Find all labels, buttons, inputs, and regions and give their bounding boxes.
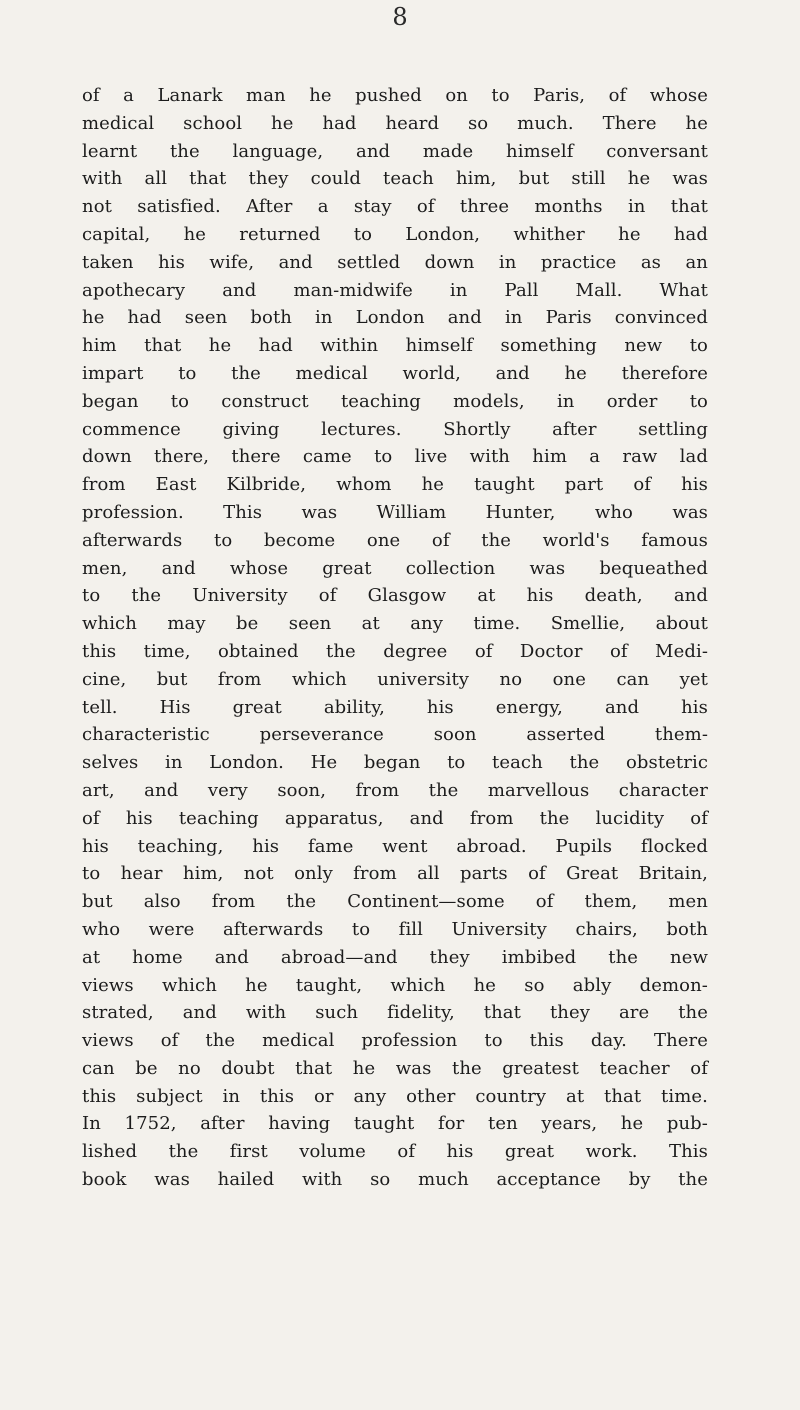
text-line: but also from the Continent—some of them, men — [82, 891, 708, 913]
text-line: capital, he returned to London, whither he had — [82, 223, 708, 245]
text-line: apothecary and man-midwife in Pall Mall. What — [82, 279, 708, 301]
text-line: can be no doubt that he was the greatest teacher of — [82, 1057, 708, 1079]
text-line: with all that they could teach him, but still he was — [82, 168, 708, 190]
text-line: views which he taught, which he so ably demon- — [82, 974, 708, 996]
text-line: of his teaching apparatus, and from the lucidity of — [82, 807, 708, 829]
text-line: from East Kilbride, whom he taught part of his — [82, 474, 708, 496]
body-text — [82, 82, 708, 1194]
text-line: began to construct teaching models, in order to — [82, 390, 708, 412]
text-line: which may be seen at any time. Smellie, about — [82, 613, 708, 635]
text-line: this time, obtained the degree of Doctor of Medi- — [82, 640, 708, 662]
text-line: who were afterwards to fill University chairs, both — [82, 918, 708, 940]
text-line: afterwards to become one of the world's famous — [82, 529, 708, 551]
text-line: medical school he had heard so much. There he — [82, 112, 708, 134]
text-line: lished the first volume of his great work. This — [82, 1141, 708, 1163]
text-line: taken his wife, and settled down in practice as an — [82, 251, 708, 273]
text-line: book was hailed with so much acceptance by the — [82, 1169, 708, 1191]
text-line: profession. This was William Hunter, who was — [82, 501, 708, 523]
text-line: views of the medical profession to this day. There — [82, 1030, 708, 1052]
text-line: cine, but from which university no one can yet — [82, 668, 708, 690]
text-line: strated, and with such fidelity, that they are the — [82, 1002, 708, 1024]
text-line: selves in London. He began to teach the obstetric — [82, 752, 708, 774]
text-line: men, and whose great collection was bequeathed — [82, 557, 708, 579]
text-line: In 1752, after having taught for ten years, he pub- — [82, 1113, 708, 1135]
text-line: art, and very soon, from the marvellous character — [82, 779, 708, 801]
text-line: to the University of Glasgow at his death, and — [82, 585, 708, 607]
text-line: him that he had within himself something new to — [82, 335, 708, 357]
text-line: impart to the medical world, and he therefore — [82, 362, 708, 384]
page-number: 8 — [392, 3, 408, 31]
text-line: to hear him, not only from all parts of Great Britain, — [82, 863, 708, 885]
text-line: this subject in this or any other country at that time. — [82, 1085, 708, 1107]
text-line: not satisfied. After a stay of three months in that — [82, 196, 708, 218]
text-line: down there, there came to live with him a raw lad — [82, 446, 708, 468]
text-line: he had seen both in London and in Paris convinced — [82, 307, 708, 329]
text-line: characteristic perseverance soon asserted them- — [82, 724, 708, 746]
text-line: at home and abroad—and they imbibed the new — [82, 946, 708, 968]
text-line: learnt the language, and made himself conversant — [82, 140, 708, 162]
text-line: his teaching, his fame went abroad. Pupils flocked — [82, 835, 708, 857]
text-line: of a Lanark man he pushed on to Paris, of whose — [82, 85, 708, 106]
text-line: commence giving lectures. Shortly after settling — [82, 418, 708, 440]
text-line: tell. His great ability, his energy, and his — [82, 696, 708, 718]
